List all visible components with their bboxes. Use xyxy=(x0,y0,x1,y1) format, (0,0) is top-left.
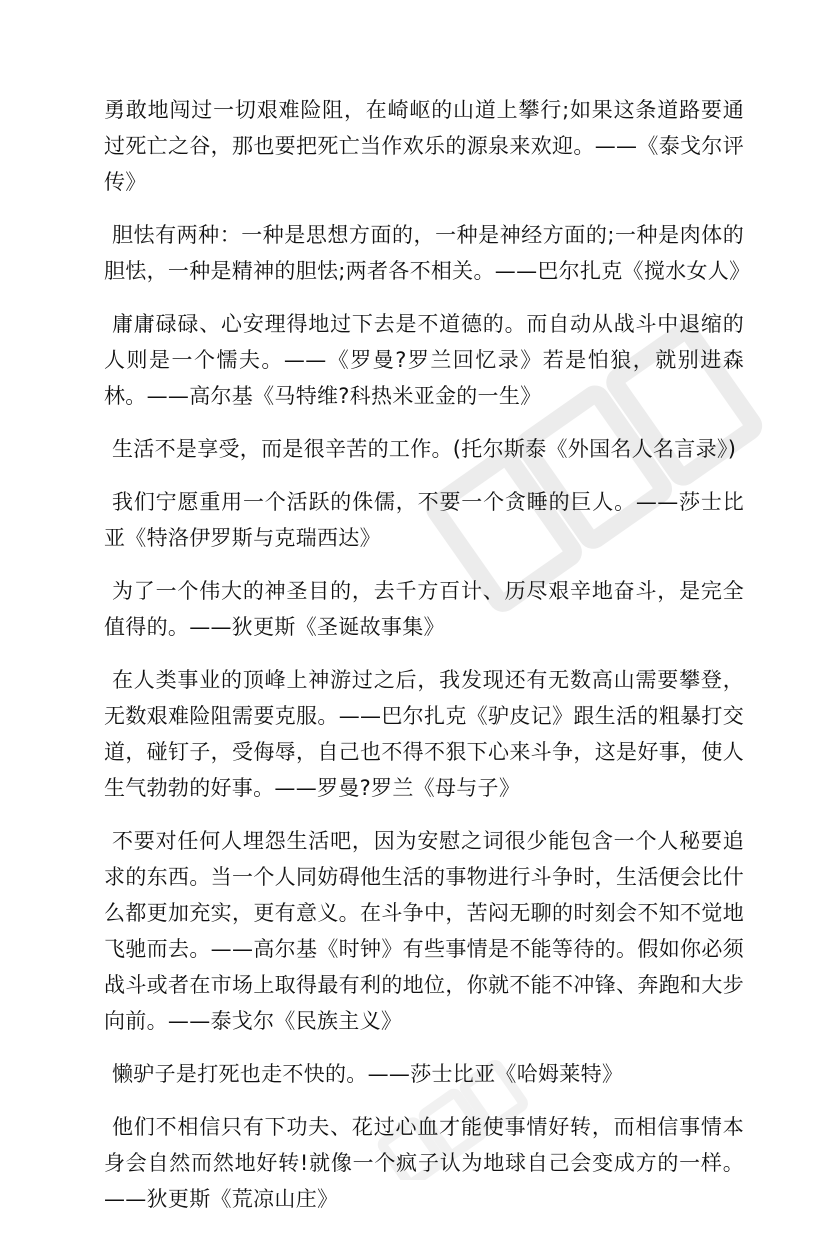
quote-paragraph: 懒驴子是打死也走不快的。——莎士比亚《哈姆莱特》 xyxy=(112,1062,624,1086)
quote-paragraph: 他们不相信只有下功夫、花过心血才能使事情好转，而相信事情本身会自然而然地好转!就像一个疯子认为地球自己会变成方的一样。——狄更斯《荒凉山庄》 xyxy=(104,1115,744,1211)
quote-paragraph: 庸庸碌碌、心安理得地过下去是不道德的。而自动从战斗中退缩的人则是一个懦夫。——《罗曼?罗兰回忆录》若是怕狼，就别进森林。——高尔基《马特维?科热米亚金的一生》 xyxy=(104,312,744,408)
quote-paragraph: 生活不是享受，而是很辛苦的工作。(托尔斯泰《外国名人名言录》) xyxy=(112,437,737,461)
quote-paragraph: 勇敢地闯过一切艰难险阻，在崎岖的山道上攀行;如果这条道路要通过死亡之谷，那也要把死亡当作欢乐的源泉来欢迎。——《泰戈尔评传》 xyxy=(104,98,744,194)
quote-paragraph: 胆怯有两种：一种是思想方面的，一种是神经方面的;一种是肉体的胆怯，一种是精神的胆怯;两者各不相关。——巴尔扎克《搅水女人》 xyxy=(104,223,751,283)
quote-paragraph: 为了一个伟大的神圣目的，去千方百计、历尽艰辛地奋斗，是完全值得的。——狄更斯《圣诞故事集》 xyxy=(104,579,744,639)
quotes-content xyxy=(104,92,751,1234)
quote-paragraph: 我们宁愿重用一个活跃的侏儒，不要一个贪睡的巨人。——莎士比亚《特洛伊罗斯与克瑞西达》 xyxy=(104,490,744,550)
quote-paragraph: 不要对任何人埋怨生活吧，因为安慰之词很少能包含一个人秘要追求的东西。当一个人同妨碍他生活的事物进行斗争时，生活便会比什么都更加充实，更有意义。在斗争中，苦闷无聊的时刻会不知不觉地飞驰而去。——高尔基《时钟》有些事情是不能等待的。假如你必须战斗或者在市场上取得最有利的地位，你就不能不冲锋、奔跑和大步向前。——泰戈尔《民族主义》 xyxy=(104,829,744,1033)
quote-paragraph: 在人类事业的顶峰上神游过之后，我发现还有无数高山需要攀登，无数艰难险阻需要克服。——巴尔扎克《驴皮记》跟生活的粗暴打交道，碰钉子，受侮辱，自己也不得不狠下心来斗争，这是好事，使人生气勃勃的好事。——罗曼?罗兰《母与子》 xyxy=(104,668,744,800)
